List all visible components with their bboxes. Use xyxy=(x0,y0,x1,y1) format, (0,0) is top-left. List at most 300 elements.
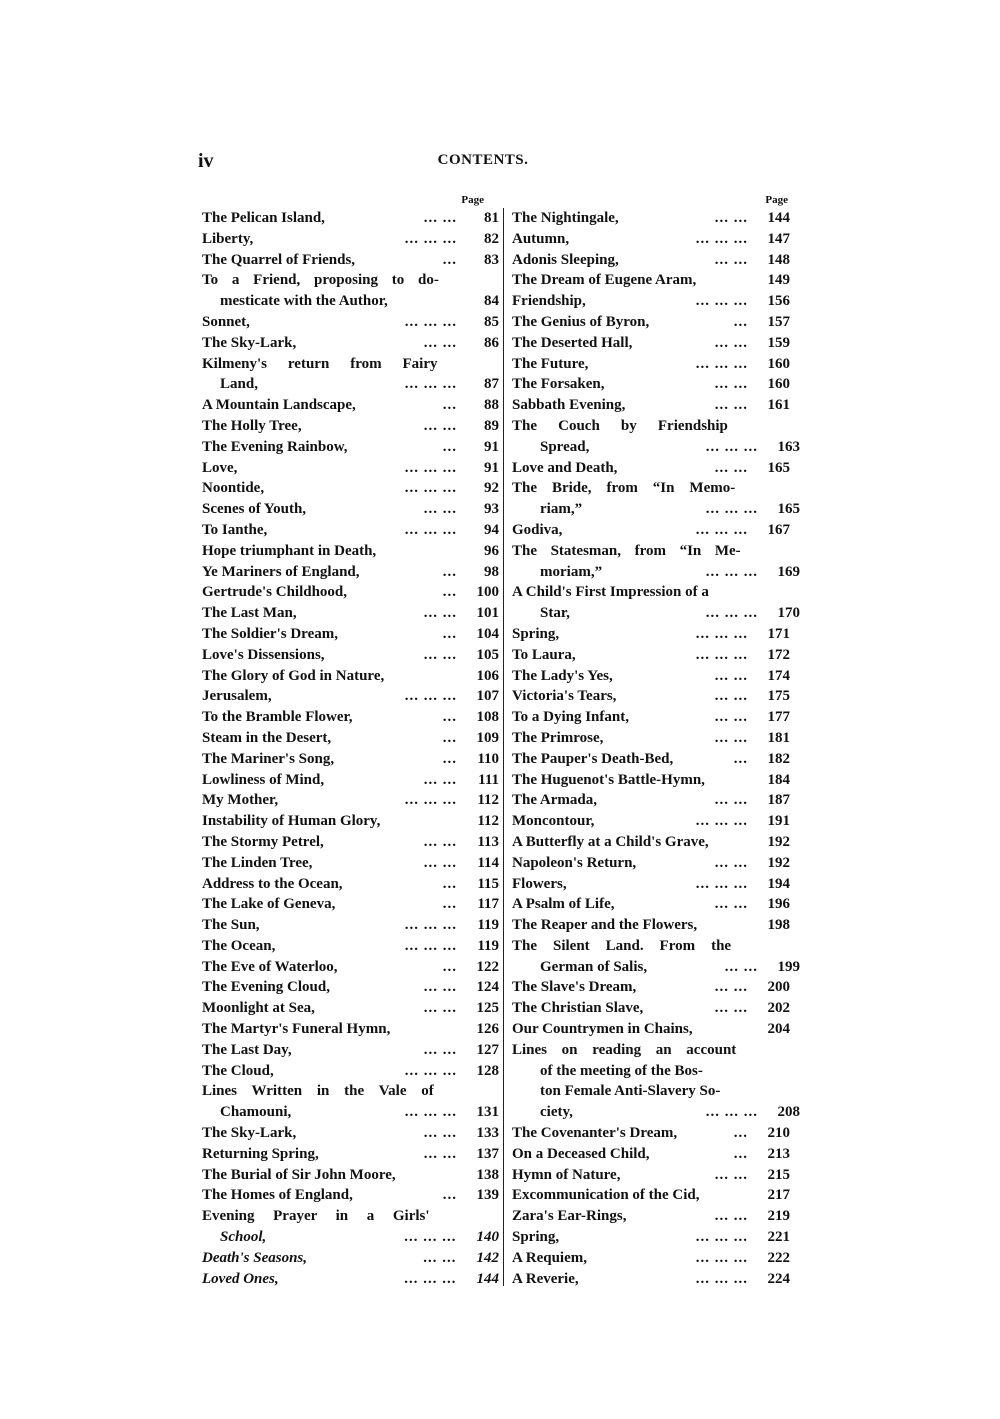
toc-entry-title: Our Countrymen in Chains, xyxy=(512,1021,693,1038)
toc-entry-leader: ... ... ... xyxy=(404,1270,457,1287)
toc-entry xyxy=(190,894,499,915)
toc-entry-title: Chamouni, xyxy=(220,1104,292,1121)
toc-entry xyxy=(190,1144,499,1165)
toc-entry xyxy=(510,1081,800,1102)
toc-entry xyxy=(190,541,499,562)
toc-entry-leader: ... ... xyxy=(423,771,457,788)
toc-entry-page: 94 xyxy=(484,521,499,538)
toc-entry-leader: ... ... xyxy=(423,1000,457,1017)
toc-entry-leader: ... ... xyxy=(714,376,748,393)
toc-entry-page: 119 xyxy=(477,917,499,934)
toc-entry xyxy=(190,1123,499,1144)
toc-entry-title: The Holly Tree, xyxy=(202,417,302,434)
toc-entry xyxy=(510,1165,790,1186)
toc-entry-page: 202 xyxy=(767,1000,790,1017)
toc-entry-page: 142 xyxy=(476,1249,499,1266)
toc-entry-title: Death's Seasons, xyxy=(202,1249,308,1266)
toc-entry-title: Instability of Human Glory, xyxy=(202,813,381,830)
toc-entry-title: The Future, xyxy=(512,355,589,372)
toc-entry-leader: ... xyxy=(442,584,457,601)
toc-entry-leader: ... ... ... xyxy=(695,355,748,372)
toc-entry xyxy=(190,1081,499,1102)
toc-entry-leader: ... ... xyxy=(423,1125,457,1142)
toc-entry-title: The Last Man, xyxy=(202,605,297,622)
toc-entry xyxy=(190,603,499,624)
toc-entry-title: Flowers, xyxy=(512,875,567,892)
toc-entry-leader: ... ... xyxy=(423,833,457,850)
toc-entry-page: 127 xyxy=(476,1041,499,1058)
toc-entry-title: Friendship, xyxy=(512,293,586,310)
toc-entry-page: 174 xyxy=(767,667,790,684)
toc-entry-title: Evening Prayer in a Girls' xyxy=(202,1208,430,1225)
toc-entry-page: 165 xyxy=(767,459,790,476)
toc-entry-leader: ... ... ... xyxy=(404,459,457,476)
toc-entry-leader: ... ... xyxy=(423,1249,457,1266)
toc-entry-leader: ... ... ... xyxy=(695,1229,748,1246)
toc-entry xyxy=(190,874,499,895)
toc-entry xyxy=(190,957,499,978)
toc-entry-leader: ... ... ... xyxy=(404,688,457,705)
toc-entry xyxy=(510,229,790,250)
toc-entry xyxy=(190,686,499,707)
toc-entry-title: The Evening Cloud, xyxy=(202,979,330,996)
toc-entry-title: To a Friend, proposing to do- xyxy=(202,272,439,289)
toc-entry xyxy=(510,291,790,312)
toc-entry-title: The Lady's Yes, xyxy=(512,667,613,684)
toc-entry xyxy=(190,749,499,770)
toc-entry-page: 107 xyxy=(476,688,499,705)
toc-entry-title: The Silent Land. From the xyxy=(512,937,732,954)
toc-entry xyxy=(510,624,790,645)
toc-entry-title: To the Bramble Flower, xyxy=(202,709,353,726)
toc-entry xyxy=(190,499,499,520)
toc-entry-page: 89 xyxy=(484,417,499,434)
toc-entry-page: 119 xyxy=(477,937,499,954)
toc-entry xyxy=(510,1040,790,1061)
toc-entry xyxy=(190,915,499,936)
toc-entry-page: 140 xyxy=(476,1229,499,1246)
toc-entry-leader: ... ... ... xyxy=(404,230,457,247)
toc-entry-title: To Laura, xyxy=(512,646,576,663)
toc-entry-page: 192 xyxy=(767,833,790,850)
toc-entry-page: 133 xyxy=(476,1125,499,1142)
toc-entry-title: On a Deceased Child, xyxy=(512,1145,650,1162)
toc-entry xyxy=(190,1061,499,1082)
toc-entry xyxy=(190,936,499,957)
toc-entry-title: ciety, xyxy=(540,1104,573,1121)
toc-entry-page: 105 xyxy=(476,646,499,663)
toc-entry-page: 138 xyxy=(476,1166,499,1183)
toc-entry-leader: ... xyxy=(442,875,457,892)
toc-entry-leader: ... ... ... xyxy=(404,376,457,393)
toc-entry-leader: ... ... ... xyxy=(695,813,748,830)
toc-entry xyxy=(190,1185,499,1206)
toc-entry-leader: ... ... ... xyxy=(404,313,457,330)
toc-entry-title: ton Female Anti-Slavery So- xyxy=(540,1083,721,1100)
toc-entry xyxy=(510,894,790,915)
toc-entry-title: To a Dying Infant, xyxy=(512,709,629,726)
toc-entry-leader: ... xyxy=(442,709,457,726)
toc-entry-page: 82 xyxy=(484,230,499,247)
toc-entry-title: Hope triumphant in Death, xyxy=(202,542,377,559)
toc-entry-leader: ... ... ... xyxy=(404,521,457,538)
toc-entry xyxy=(510,1019,790,1040)
toc-entry xyxy=(190,645,499,666)
toc-entry-title: Ye Mariners of England, xyxy=(202,563,360,580)
toc-entry-title: A Psalm of Life, xyxy=(512,896,615,913)
toc-entry-title: mesticate with the Author, xyxy=(220,293,388,310)
toc-entry-leader: ... ... xyxy=(724,958,758,975)
toc-entry-leader: ... ... ... xyxy=(404,917,457,934)
toc-entry-page: 184 xyxy=(767,771,790,788)
toc-entry xyxy=(510,208,790,229)
toc-entry xyxy=(510,1269,790,1290)
toc-entry-title: Love and Death, xyxy=(512,459,618,476)
toc-entry-title: The Couch by Friendship xyxy=(512,417,728,434)
toc-entry-leader: ... ... xyxy=(714,1166,748,1183)
toc-entry-page: 221 xyxy=(767,1229,790,1246)
toc-entry-title: Sonnet, xyxy=(202,313,250,330)
toc-entry-page: 161 xyxy=(767,397,790,414)
toc-entry-leader: ... ... xyxy=(423,854,457,871)
toc-entry xyxy=(510,582,790,603)
toc-entry-title: The Primrose, xyxy=(512,729,604,746)
toc-entry-title: The Glory of God in Nature, xyxy=(202,667,385,684)
toc-entry-page: 115 xyxy=(477,875,499,892)
toc-entry-leader: ... ... xyxy=(714,979,748,996)
toc-entry-page: 182 xyxy=(767,750,790,767)
toc-entry-leader: ... ... ... xyxy=(404,480,457,497)
toc-entry-title: Love, xyxy=(202,459,238,476)
toc-entry xyxy=(510,499,800,520)
toc-entry-title: Gertrude's Childhood, xyxy=(202,584,348,601)
toc-entry xyxy=(510,874,790,895)
toc-entry-title: A Mountain Landscape, xyxy=(202,397,356,414)
toc-entry xyxy=(510,312,790,333)
toc-entry-page: 109 xyxy=(476,729,499,746)
toc-entry-leader: ... xyxy=(733,1145,748,1162)
toc-entry xyxy=(190,728,499,749)
toc-entry-page: 175 xyxy=(767,688,790,705)
toc-entry xyxy=(190,416,499,437)
toc-entry-title: The Pauper's Death-Bed, xyxy=(512,750,674,767)
toc-entry-page: 93 xyxy=(484,501,499,518)
toc-entry-title: German of Salis, xyxy=(540,958,648,975)
toc-entry-page: 200 xyxy=(767,979,790,996)
toc-entry-page: 160 xyxy=(767,376,790,393)
toc-entry xyxy=(510,749,790,770)
toc-entry-title: The Soldier's Dream, xyxy=(202,625,338,642)
toc-entry xyxy=(190,832,499,853)
toc-entry-page: 163 xyxy=(777,438,800,455)
toc-entry-leader: ... ... ... xyxy=(705,438,758,455)
toc-entry-title: Star, xyxy=(540,605,570,622)
toc-entry-title: Godiva, xyxy=(512,521,563,538)
toc-entry-page: 128 xyxy=(476,1062,499,1079)
toc-entry-page: 112 xyxy=(477,792,499,809)
toc-entry-leader: ... ... ... xyxy=(705,1104,758,1121)
toc-entry xyxy=(510,478,790,499)
toc-entry-page: 159 xyxy=(767,334,790,351)
toc-entry xyxy=(190,1102,499,1123)
toc-entry-page: 122 xyxy=(476,958,499,975)
toc-entry-leader: ... xyxy=(442,1187,457,1204)
toc-entry-leader: ... ... ... xyxy=(695,293,748,310)
toc-entry-leader: ... ... xyxy=(423,210,457,226)
toc-entry-page: 125 xyxy=(476,1000,499,1017)
toc-entry-page: 210 xyxy=(767,1125,790,1142)
toc-entry xyxy=(510,1185,790,1206)
toc-entry xyxy=(510,707,790,728)
toc-entry xyxy=(510,1123,790,1144)
toc-entry-leader: ... ... xyxy=(714,210,748,226)
toc-entry xyxy=(190,250,499,271)
toc-entry-page: 139 xyxy=(476,1187,499,1204)
toc-entry-leader: ... ... ... xyxy=(695,625,748,642)
toc-entry-title: The Sun, xyxy=(202,917,260,934)
toc-entry-page: 111 xyxy=(478,771,499,788)
toc-entry-title: The Pelican Island, xyxy=(202,210,325,226)
toc-entry-leader: ... xyxy=(442,896,457,913)
toc-entry-title: Autumn, xyxy=(512,230,570,247)
toc-entry xyxy=(510,686,790,707)
toc-entry-page: 83 xyxy=(484,251,499,268)
toc-entry-page: 192 xyxy=(767,854,790,871)
toc-entry-title: Moonlight at Sea, xyxy=(202,1000,315,1017)
toc-entry-page: 96 xyxy=(484,542,499,559)
toc-entry-page: 147 xyxy=(767,230,790,247)
toc-entry-page: 131 xyxy=(476,1104,499,1121)
toc-entry-leader: ... ... xyxy=(423,334,457,351)
toc-entry xyxy=(190,811,499,832)
toc-entry-title: riam,” xyxy=(540,501,583,518)
toc-entry-leader: ... ... xyxy=(714,334,748,351)
toc-entry-title: The Evening Rainbow, xyxy=(202,438,348,455)
toc-entry xyxy=(510,354,790,375)
toc-entry-page: 104 xyxy=(476,625,499,642)
toc-entry-page: 215 xyxy=(767,1166,790,1183)
toc-entry-leader: ... ... xyxy=(714,459,748,476)
toc-entry xyxy=(190,291,499,312)
toc-entry-title: Lowliness of Mind, xyxy=(202,771,325,788)
toc-entry-page: 181 xyxy=(767,729,790,746)
toc-entry xyxy=(510,915,790,936)
toc-entry-title: The Linden Tree, xyxy=(202,854,313,871)
toc-entry-page: 165 xyxy=(777,501,800,518)
toc-entry-page: 106 xyxy=(476,667,499,684)
toc-entry-page: 91 xyxy=(484,438,499,455)
toc-entry xyxy=(510,1061,800,1082)
toc-entry-page: 81 xyxy=(484,210,499,226)
column-divider xyxy=(503,208,504,1286)
toc-entry-page: 124 xyxy=(476,979,499,996)
toc-entry xyxy=(190,229,499,250)
toc-entry-title: A Butterfly at a Child's Grave, xyxy=(512,833,709,850)
toc-entry-page: 87 xyxy=(484,376,499,393)
toc-entry-page: 91 xyxy=(484,459,499,476)
toc-entry-title: The Nightingale, xyxy=(512,210,619,226)
toc-entry xyxy=(190,853,499,874)
toc-entry xyxy=(510,1144,790,1165)
toc-entry-leader: ... xyxy=(733,1125,748,1142)
toc-entry-page: 137 xyxy=(476,1145,499,1162)
toc-entry-title: Sabbath Evening, xyxy=(512,397,626,414)
toc-entry-leader: ... ... xyxy=(714,1208,748,1225)
toc-entry-leader: ... ... xyxy=(423,605,457,622)
toc-entry-title: The Bride, from “In Memo- xyxy=(512,480,736,497)
toc-entry-leader: ... ... ... xyxy=(695,875,748,892)
toc-entry-page: 222 xyxy=(767,1249,790,1266)
toc-entry xyxy=(510,416,790,437)
toc-entry-title: Lines Written in the Vale of xyxy=(202,1083,434,1100)
toc-entry-title: The Mariner's Song, xyxy=(202,750,335,767)
toc-entry-title: The Martyr's Funeral Hymn, xyxy=(202,1021,391,1038)
toc-entry-page: 101 xyxy=(476,605,499,622)
toc-entry xyxy=(510,541,790,562)
toc-entry-page: 98 xyxy=(484,563,499,580)
toc-entry-title: Moncontour, xyxy=(512,813,595,830)
page-header xyxy=(198,150,768,174)
toc-entry-title: Loved Ones, xyxy=(202,1270,279,1287)
toc-entry-title: A Child's First Impression of a xyxy=(512,584,709,601)
toc-entry-title: Zara's Ear-Rings, xyxy=(512,1208,627,1225)
toc-entry-title: Lines on reading an account xyxy=(512,1041,737,1058)
toc-entry-title: The Ocean, xyxy=(202,937,276,954)
toc-entry-page: 117 xyxy=(477,896,499,913)
toc-entry-title: The Lake of Geneva, xyxy=(202,896,336,913)
toc-entry xyxy=(190,1248,499,1269)
toc-entry xyxy=(190,395,499,416)
toc-entry-title: Liberty, xyxy=(202,230,254,247)
toc-entry-title: The Homes of England, xyxy=(202,1187,353,1204)
toc-entry xyxy=(190,1040,499,1061)
toc-entry xyxy=(510,333,790,354)
toc-entry-page: 86 xyxy=(484,334,499,351)
toc-entry xyxy=(510,250,790,271)
toc-entry-page: 208 xyxy=(777,1104,800,1121)
toc-entry-title: The Burial of Sir John Moore, xyxy=(202,1166,396,1183)
toc-entry-title: Spring, xyxy=(512,625,560,642)
page-column-label: Page xyxy=(461,194,484,206)
toc-entry-title: Victoria's Tears, xyxy=(512,688,617,705)
toc-entry xyxy=(510,1227,790,1248)
toc-entry xyxy=(190,1206,499,1227)
toc-entry-leader: ... xyxy=(442,397,457,414)
toc-entry-title: The Slave's Dream, xyxy=(512,979,637,996)
toc-entry xyxy=(190,520,499,541)
page-title: CONTENTS. xyxy=(437,152,529,168)
toc-entry xyxy=(190,1165,499,1186)
toc-entry-leader: ... xyxy=(733,313,748,330)
toc-entry-title: Kilmeny's return from Fairy xyxy=(202,355,438,372)
toc-entry-title: Jerusalem, xyxy=(202,688,272,705)
toc-entry xyxy=(190,333,499,354)
toc-entry-title: The Sky-Lark, xyxy=(202,1125,297,1142)
toc-entry-leader: ... ... ... xyxy=(705,501,758,518)
toc-entry xyxy=(190,374,499,395)
toc-entry-leader: ... ... ... xyxy=(404,792,457,809)
toc-entry xyxy=(510,832,790,853)
toc-entry-leader: ... ... xyxy=(423,1145,457,1162)
toc-entry-leader: ... xyxy=(442,563,457,580)
toc-entry-leader: ... ... ... xyxy=(695,1249,748,1266)
toc-entry-leader: ... ... ... xyxy=(695,230,748,247)
toc-entry xyxy=(190,312,499,333)
toc-entry-title: Excommunication of the Cid, xyxy=(512,1187,700,1204)
toc-entry-title: School, xyxy=(220,1229,267,1246)
toc-entry-leader: ... xyxy=(442,625,457,642)
toc-entry xyxy=(190,582,499,603)
toc-entry-leader: ... ... xyxy=(423,417,457,434)
toc-entry xyxy=(190,1269,499,1290)
toc-entry-page: 204 xyxy=(767,1021,790,1038)
toc-entry-title: Returning Spring, xyxy=(202,1145,319,1162)
toc-entry-page: 160 xyxy=(767,355,790,372)
toc-entry xyxy=(510,936,790,957)
toc-entry xyxy=(510,374,790,395)
toc-entry-leader: ... ... ... xyxy=(404,1104,457,1121)
toc-entry xyxy=(190,790,499,811)
toc-entry-page: 113 xyxy=(477,833,499,850)
toc-entry-page: 85 xyxy=(484,313,499,330)
toc-entry-title: Hymn of Nature, xyxy=(512,1166,621,1183)
toc-entry-leader: ... ... xyxy=(423,646,457,663)
toc-entry-title: The Deserted Hall, xyxy=(512,334,633,351)
toc-entry-page: 224 xyxy=(767,1270,790,1287)
toc-entry-page: 126 xyxy=(476,1021,499,1038)
toc-entry xyxy=(510,977,790,998)
toc-entry-page: 187 xyxy=(767,792,790,809)
toc-entry-page: 170 xyxy=(777,605,800,622)
contents-column-right xyxy=(510,192,800,1289)
toc-entry-title: A Requiem, xyxy=(512,1249,587,1266)
toc-entry-leader: ... ... xyxy=(714,729,748,746)
toc-entry-title: The Eve of Waterloo, xyxy=(202,958,338,975)
toc-entry-page: 144 xyxy=(476,1270,499,1287)
toc-entry-title: The Quarrel of Friends, xyxy=(202,251,356,268)
toc-entry-title: Spread, xyxy=(540,438,590,455)
toc-entry xyxy=(190,770,499,791)
toc-entry-leader: ... ... ... xyxy=(695,646,748,663)
toc-entry-title: The Christian Slave, xyxy=(512,1000,644,1017)
toc-entry-leader: ... ... xyxy=(423,501,457,518)
toc-entry-page: 213 xyxy=(767,1145,790,1162)
toc-entry-leader: ... xyxy=(442,251,457,268)
toc-entry xyxy=(190,354,499,375)
toc-entry xyxy=(190,977,499,998)
toc-entry xyxy=(190,998,499,1019)
toc-entry-page: 172 xyxy=(767,646,790,663)
toc-entry-title: Scenes of Youth, xyxy=(202,501,307,518)
toc-entry-title: moriam,” xyxy=(540,563,603,580)
toc-entry xyxy=(190,1227,499,1248)
toc-entry-page: 219 xyxy=(767,1208,790,1225)
toc-entry xyxy=(190,1019,499,1040)
toc-entry-page: 114 xyxy=(477,854,499,871)
toc-entry-title: The Stormy Petrel, xyxy=(202,833,324,850)
toc-entry-page: 92 xyxy=(484,480,499,497)
toc-entry-leader: ... xyxy=(442,750,457,767)
toc-entry xyxy=(510,1206,790,1227)
toc-entry xyxy=(510,770,790,791)
page-number: iv xyxy=(198,150,214,172)
toc-entry-leader: ... ... ... xyxy=(404,937,457,954)
toc-entry-page: 88 xyxy=(484,397,499,414)
toc-entry-title: The Dream of Eugene Aram, xyxy=(512,272,697,289)
toc-entry-page: 199 xyxy=(777,958,800,975)
toc-entry-title: The Genius of Byron, xyxy=(512,313,650,330)
toc-entry xyxy=(510,790,790,811)
